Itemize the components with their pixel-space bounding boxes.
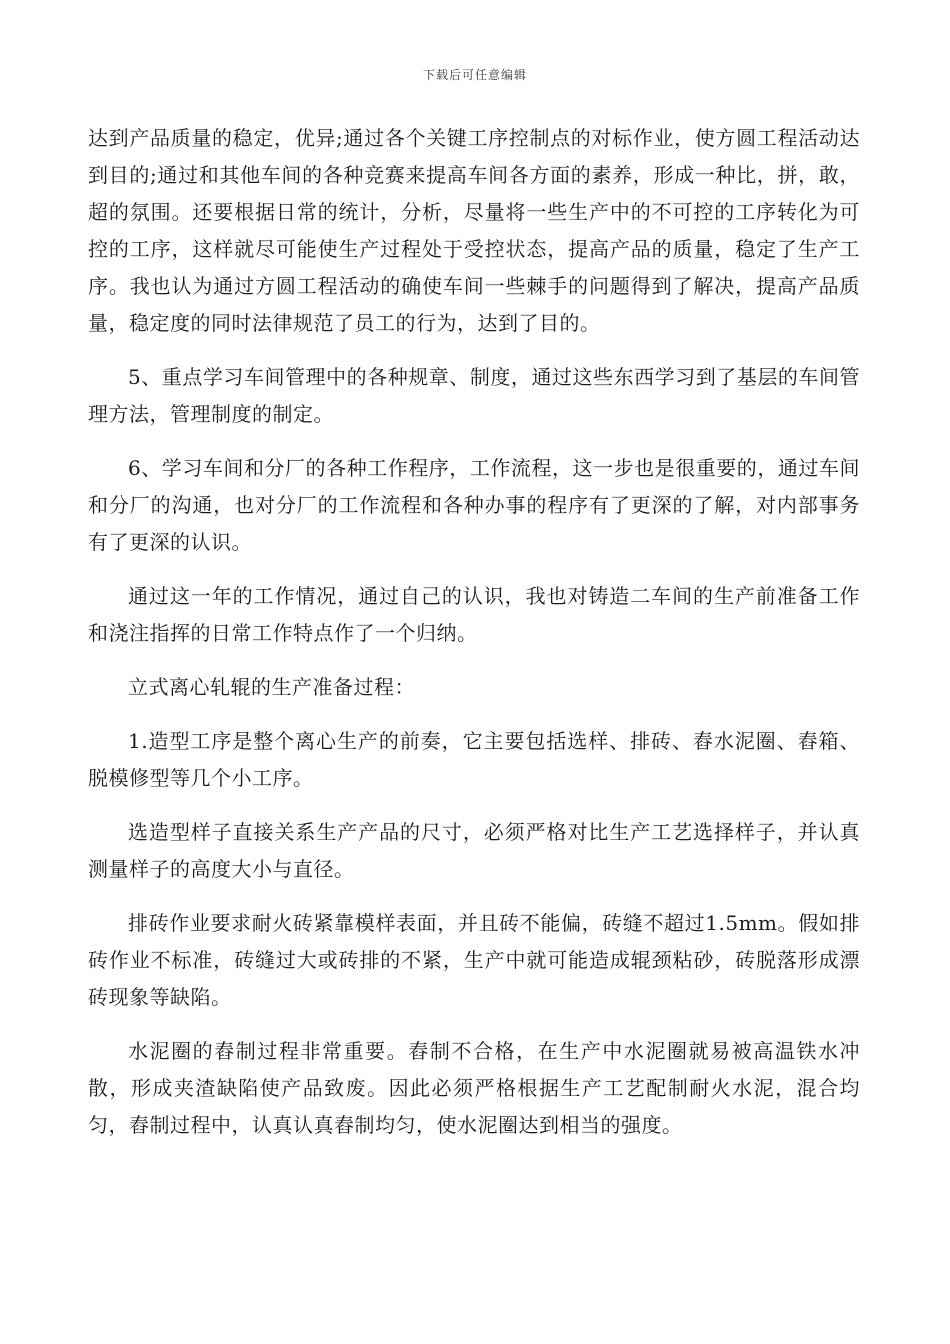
paragraph-6: 1.造型工序是整个离心生产的前奏，它主要包括选样、排砖、舂水泥圈、舂箱、脱模修型等几个小工序。 (88, 729, 860, 790)
paragraph-4: 通过这一年的工作情况，通过自己的认识，我也对铸造二车间的生产前准备工作和浇注指挥的日常工作特点作了一个归纳。 (88, 584, 860, 645)
paragraph-3: 6、学习车间和分厂的各种工作程序，工作流程，这一步也是很重要的，通过车间和分厂的沟通，也对分厂的工作流程和各种办事的程序有了更深的了解，对内部事务有了更深的认识。 (88, 456, 860, 554)
paragraph-2: 5、重点学习车间管理中的各种规章、制度，通过这些东西学习到了基层的车间管理方法，管理制度的制定。 (88, 365, 860, 426)
paragraph-9: 水泥圈的舂制过程非常重要。舂制不合格，在生产中水泥圈就易被高温铁水冲散，形成夹渣缺陷使产品致废。因此必须严格根据生产工艺配制耐火水泥，混合均匀，舂制过程中，认真认真舂制均匀，使水泥圈达到相当的强度。 (88, 1039, 860, 1137)
paragraph-1: 达到产品质量的稳定，优异;通过各个关键工序控制点的对标作业，使方圆工程活动达到目的;通过和其他车间的各种竞赛来提高车间各方面的素养，形成一种比，拼，敢，超的氛围。还要根据日常的统计，分析，尽量将一些生产中的不可控的工序转化为可控的工序，这样就尽可能使生产过程处于受控状态，提高产品的质量，稳定了生产工序。我也认为通过方圆工程活动的确使车间一些棘手的问题得到了解决，提高产品质量，稳定度的同时法律规范了员工的行为，达到了目的。 (88, 126, 860, 335)
paragraph-7: 选造型样子直接关系生产产品的尺寸，必须严格对比生产工艺选择样子，并认真测量样子的高度大小与直径。 (88, 820, 860, 881)
paragraph-8: 排砖作业要求耐火砖紧靠模样表面，并且砖不能偏，砖缝不超过1.5mm。假如排砖作业不标准，砖缝过大或砖排的不紧，生产中就可能造成辊颈粘砂，砖脱落形成漂砖现象等缺陷。 (88, 911, 860, 1009)
page-header-note: 下载后可任意编辑 (422, 68, 527, 82)
document-body (88, 120, 860, 1144)
paragraph-5: 立式离心轧辊的生产准备过程： (128, 675, 415, 699)
